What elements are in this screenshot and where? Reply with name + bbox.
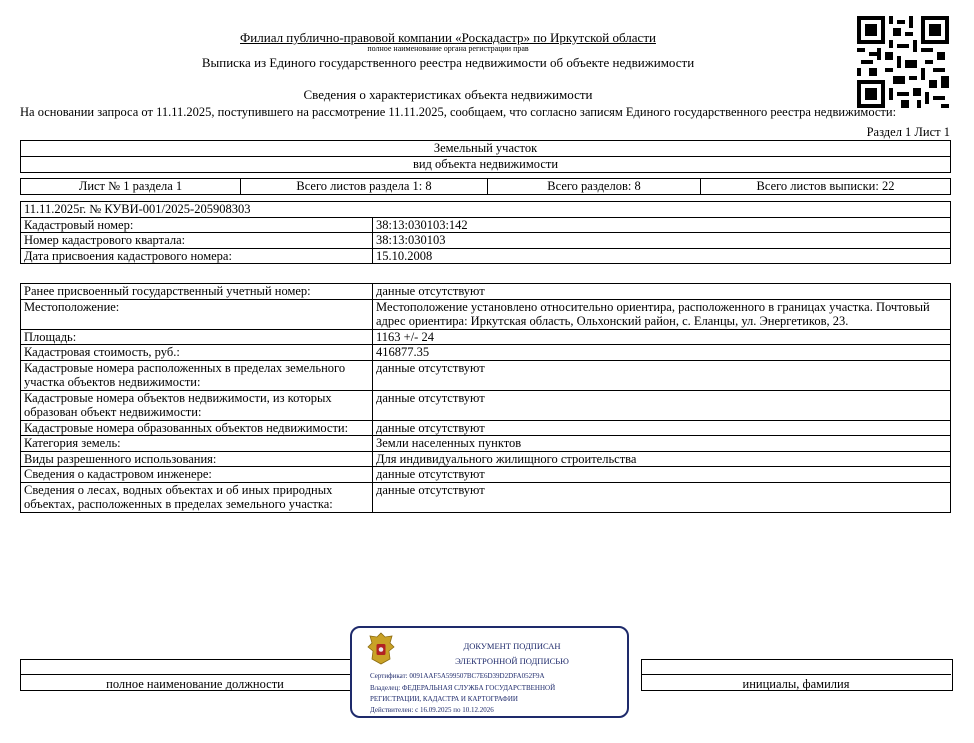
table-row [21, 284, 951, 300]
row-label: Номер кадастрового квартала: [21, 233, 373, 249]
row-value: 416877.35 [373, 345, 951, 361]
sheets-table [20, 178, 951, 195]
org-name: Филиал публично-правовой компании «Роскадастр» по Иркутской области [240, 30, 656, 45]
table-row [21, 360, 951, 390]
table-row [21, 345, 951, 361]
stamp-certificate: Сертификат: 0091AAF5A599507BC7E6D39D2DFA052F9A [370, 672, 545, 680]
name-divider [641, 674, 951, 675]
document-reference: 11.11.2025г. № КУВИ-001/2025-205908303 [21, 202, 951, 218]
row-label: Категория земель: [21, 436, 373, 452]
coat-of-arms-icon [366, 631, 396, 667]
table-row [21, 482, 951, 512]
stamp-owner-2: РЕГИСТРАЦИИ, КАДАСТРА И КАРТОГРАФИИ [370, 695, 518, 703]
stamp-line-2: ЭЛЕКТРОННОЙ ПОДПИСЬЮ [455, 656, 569, 666]
row-label: Кадастровые номера расположенных в пределах земельного участка объектов недвижимости: [21, 360, 373, 390]
row-label: Сведения о кадастровом инженере: [21, 467, 373, 483]
row-value: Земли населенных пунктов [373, 436, 951, 452]
row-label: Площадь: [21, 329, 373, 345]
position-divider [20, 674, 350, 675]
table-row [21, 248, 951, 264]
row-value: данные отсутствуют [373, 467, 951, 483]
stamp-validity: Действителен: с 16.09.2025 по 10.12.2026 [370, 706, 494, 714]
row-label: Кадастровый номер: [21, 217, 373, 233]
section-label: Раздел 1 Лист 1 [866, 125, 950, 139]
org-caption: полное наименование органа регистрации прав [367, 44, 529, 53]
object-type: Земельный участок [21, 141, 951, 157]
sheet-number: Лист № 1 раздела 1 [21, 179, 241, 195]
section-subtitle: Сведения о характеристиках объекта недвижимости [303, 87, 593, 102]
row-label: Сведения о лесах, водных объектах и об иных природных объектах, расположенных в пределах земельного участка: [21, 482, 373, 512]
row-value: 1163 +/- 24 [373, 329, 951, 345]
row-value: данные отсутствуют [373, 420, 951, 436]
row-label: Кадастровая стоимость, руб.: [21, 345, 373, 361]
row-value: 38:13:030103 [373, 233, 951, 249]
stamp-owner-1: Владелец: ФЕДЕРАЛЬНАЯ СЛУЖБА ГОСУДАРСТВЕННОЙ [370, 684, 556, 692]
row-label: Кадастровые номера образованных объектов недвижимости: [21, 420, 373, 436]
row-value: 38:13:030103:142 [373, 217, 951, 233]
table-row [21, 217, 951, 233]
electronic-signature-stamp [350, 626, 629, 718]
object-type-table [20, 140, 951, 173]
row-value: данные отсутствуют [373, 360, 951, 390]
position-label: полное наименование должности [106, 677, 284, 691]
row-value: 15.10.2008 [373, 248, 951, 264]
document-title: Выписка из Единого государственного реестра недвижимости об объекте недвижимости [201, 55, 695, 70]
name-label: инициалы, фамилия [742, 677, 850, 691]
row-value: данные отсутствуют [373, 390, 951, 420]
cadastral-table [20, 201, 951, 264]
section-sheets-total: Всего листов раздела 1: 8 [241, 179, 488, 195]
row-label: Дата присвоения кадастрового номера: [21, 248, 373, 264]
row-value: Для индивидуального жилищного строительства [373, 451, 951, 467]
row-value: Местоположение установлено относительно ориентира, расположенного в границах участка. Почтовый адрес ориентира: Иркутская область, Ольхонский район, с. Еланцы, ул. Энергетиков, 23. [373, 299, 951, 329]
stamp-line-1: ДОКУМЕНТ ПОДПИСАН [463, 641, 561, 651]
extract-sheets-total: Всего листов выписки: 22 [701, 179, 951, 195]
table-row [21, 420, 951, 436]
table-row [21, 467, 951, 483]
intro-text: На основании запроса от 11.11.2025, поступившего на рассмотрение 11.11.2025, сообщаем, что согласно записям Единого государственного реестра недвижимости: [20, 105, 897, 119]
table-row [21, 329, 951, 345]
row-label: Местоположение: [21, 299, 373, 329]
row-value: данные отсутствуют [373, 482, 951, 512]
table-row [21, 233, 951, 249]
table-row [21, 451, 951, 467]
table-row [21, 436, 951, 452]
row-label: Виды разрешенного использования: [21, 451, 373, 467]
row-label: Кадастровые номера объектов недвижимости, из которых образован объект недвижимости: [21, 390, 373, 420]
row-value: данные отсутствуют [373, 284, 951, 300]
sections-total: Всего разделов: 8 [488, 179, 701, 195]
table-row [21, 299, 951, 329]
row-label: Ранее присвоенный государственный учетный номер: [21, 284, 373, 300]
table-row [21, 390, 951, 420]
object-type-caption: вид объекта недвижимости [21, 157, 951, 173]
properties-table [20, 283, 951, 513]
